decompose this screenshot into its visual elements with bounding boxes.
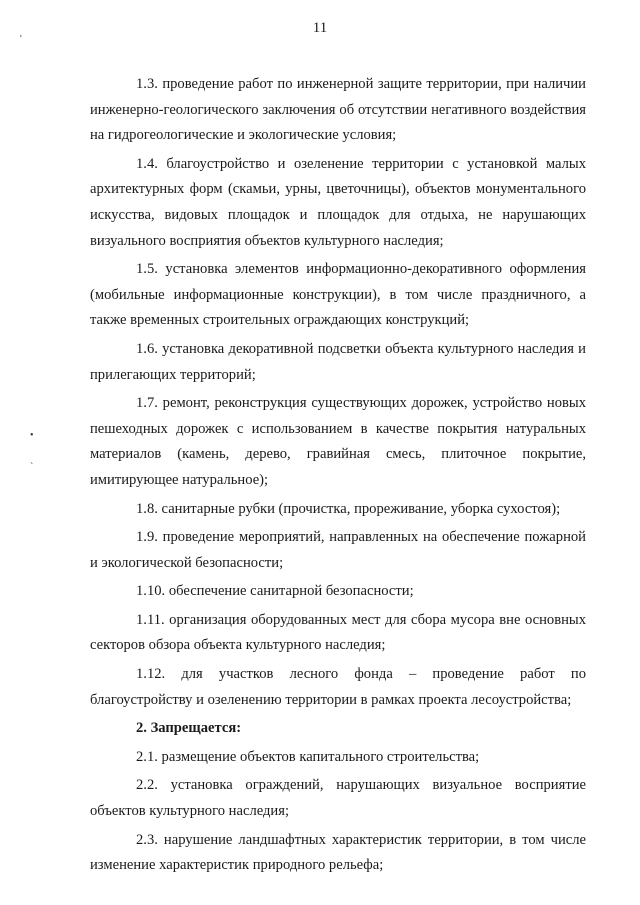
section-heading-prohibited: 2. Запрещается: [136, 720, 242, 737]
scan-artifact: • [30, 430, 34, 441]
paragraph-1-8: 1.8. санитарные рубки (прочистка, прореживание, уборка сухостоя); [136, 500, 561, 517]
paragraph-1-7: 1.7. ремонт, реконструкция существующих дорожек, устройство новых пешеходных дорожек с использованием в качестве покрытия натуральных материалов (камень, дерево, гравийная смесь, плиточное покрытие, имитирующее натуральное); [90, 395, 586, 488]
paragraph-1-4: 1.4. благоустройство и озеленение территории с установкой малых архитектурных форм (скамьи, урны, цветочницы), объектов монументального искусства, видовых площадок и площадок для отдыха, не нарушающих визуального восприятия объектов культурного наследия; [90, 155, 586, 249]
scan-artifact: ' [20, 34, 22, 45]
paragraph-1-5: 1.5. установка элементов информационно-декоративного оформления (мобильные информационные конструкции), в том числе праздничного, а также временных строительных ограждающих конструкций; [90, 261, 586, 329]
document-body [90, 72, 586, 882]
paragraph-1-6: 1.6. установка декоративной подсветки объекта культурного наследия и прилегающих территорий; [90, 340, 586, 383]
paragraph-1-9: 1.9. проведение мероприятий, направленных на обеспечение пожарной и экологической безопасности; [90, 529, 586, 571]
paragraph-1-3: 1.3. проведение работ по инженерной защите территории, при наличии инженерно-геологического заключения об отсутствии негативного воздействия на гидрогеологические и экологические условия; [90, 76, 586, 144]
paragraph-1-11: 1.11. организация оборудованных мест для сбора мусора вне основных секторов обзора объекта культурного наследия; [90, 611, 586, 654]
paragraph-1-10: 1.10. обеспечение санитарной безопасности; [136, 583, 414, 600]
paragraph-2-2: 2.2. установка ограждений, нарушающих визуальное восприятие объектов культурного наследия; [90, 777, 586, 820]
paragraph-2-1: 2.1. размещение объектов капитального строительства; [136, 748, 480, 765]
page-number: 11 [312, 20, 328, 36]
scan-artifact: ` [30, 462, 34, 473]
paragraph-1-12: 1.12. для участков лесного фонда – проведение работ по благоустройству и озеленению территории в рамках проекта лесоустройства; [90, 666, 586, 708]
paragraph-2-3: 2.3. нарушение ландшафтных характеристик территории, в том числе изменение характеристик природного рельефа; [90, 831, 586, 874]
